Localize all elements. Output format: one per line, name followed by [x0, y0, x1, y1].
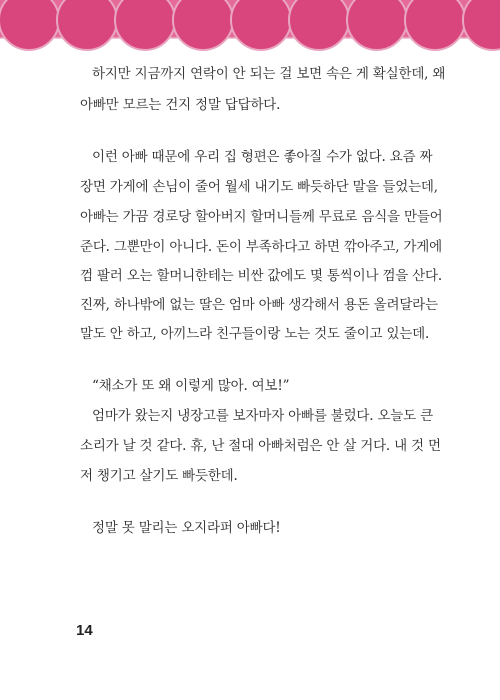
text-line: 엄마가 왔는지 냉장고를 보자마자 아빠를 불렀다. 오늘도 큰 — [92, 408, 433, 424]
text-line: 진짜, 하나밖에 없는 딸은 엄마 아빠 생각해서 용돈 올려달라는 — [80, 297, 438, 313]
text-line: 준다. 그뿐만이 아니다. 돈이 부족하다고 하면 깎아주고, 가게에 — [80, 239, 442, 255]
text-line: 아빠는 가끔 경로당 할아버지 할머니들께 무료로 음식을 만들어 — [80, 209, 443, 225]
scallop-shape — [231, 0, 291, 50]
scallop-shape — [347, 0, 407, 50]
scallop-shape — [405, 0, 465, 50]
text-line: 말도 안 하고, 아끼느라 친구들이랑 노는 것도 줄이고 있는데. — [80, 326, 430, 342]
text-line: 이런 아빠 때문에 우리 집 형편은 좋아질 수가 없다. 요즘 짜 — [92, 149, 433, 165]
text-line: 소리가 날 것 같다. 휴, 난 절대 아빠처럼은 안 살 거다. 내 것 먼 — [80, 438, 441, 454]
scallop-shape — [173, 0, 233, 50]
scallop-shape — [0, 0, 59, 50]
scallop-shape — [115, 0, 175, 50]
text-line: 껌 팔러 오는 할머니한테는 비싼 값에도 몇 통씩이나 껌을 산다. — [80, 268, 442, 284]
text-line: 하지만 지금까지 연락이 안 되는 걸 보면 속은 게 확실한데, 왜 — [92, 66, 446, 82]
text-line: 저 챙기고 살기도 빠듯한데. — [80, 468, 238, 484]
text-line: 정말 못 말리는 오지라퍼 아빠다! — [92, 520, 281, 536]
text-line: 아빠만 모르는 건지 정말 답답하다. — [80, 97, 281, 113]
text-line: 장면 가게에 손님이 줄어 월세 내기도 빠듯하단 말을 들었는데, — [80, 179, 438, 195]
scalloped-top-border — [0, 0, 500, 60]
text-line: “채소가 또 왜 이렇게 많아. 여보!” — [92, 378, 290, 394]
scallop-shape — [57, 0, 117, 50]
scallop-shape — [289, 0, 349, 50]
page-number: 14 — [76, 622, 93, 639]
